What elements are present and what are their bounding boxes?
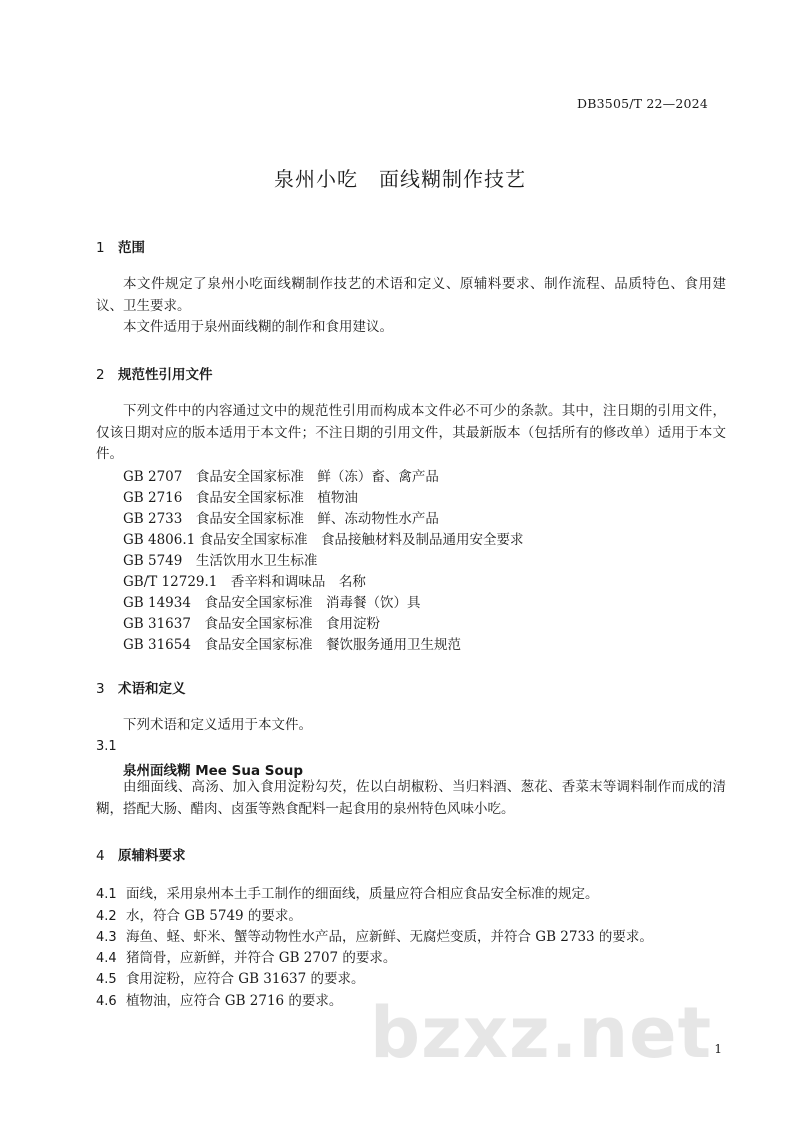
document-title: 泉州小吃 面线糊制作技艺 [274, 167, 526, 191]
section-title: 术语和定义 [118, 681, 186, 697]
requirement-number: 4.1 [96, 887, 117, 902]
section-3-heading [96, 677, 186, 697]
section-2-intro: 下列文件中的内容通过文中的规范性引用而构成本文件必不可少的条款。其中，注日期的引用文件，仅该日期对应的版本适用于本文件；不注日期的引用文件，其最新版本（包括所有的修改单）适用于本文件。 [96, 403, 726, 462]
section-title: 规范性引用文件 [118, 367, 213, 383]
reference-item: GB 2707 食品安全国家标准 鲜（冻）畜、禽产品 [123, 469, 439, 485]
term-number: 3.1 [96, 739, 117, 754]
reference-item: GB 4806.1 食品安全国家标准 食品接触材料及制品通用安全要求 [123, 532, 524, 548]
requirement-item [96, 882, 599, 902]
reference-item: GB 5749 生活饮用水卫生标准 [123, 553, 318, 569]
section-2-heading [96, 363, 213, 383]
requirement-number: 4.6 [96, 994, 117, 1009]
requirement-text: 面线，采用泉州本土手工制作的细面线，质量应符合相应食品安全标准的规定。 [126, 886, 599, 902]
requirement-text: 猪筒骨，应新鲜，并符合 GB 2707 的要求。 [126, 950, 397, 966]
section-number: 4 [96, 848, 105, 864]
reference-item: GB/T 12729.1 香辛料和调味品 名称 [123, 574, 366, 590]
section-4-heading [96, 844, 186, 864]
section-title: 范围 [118, 240, 145, 256]
reference-item: GB 31654 食品安全国家标准 餐饮服务通用卫生规范 [123, 637, 461, 653]
requirement-text: 食用淀粉，应符合 GB 31637 的要求。 [126, 971, 365, 987]
reference-item: GB 14934 食品安全国家标准 消毒餐（饮）具 [123, 595, 421, 611]
requirement-item [96, 925, 653, 945]
requirement-text: 海鱼、蛏、虾米、蟹等动物性水产品，应新鲜、无腐烂变质，并符合 GB 2733 的要求。 [126, 929, 653, 945]
section-1-heading [96, 236, 145, 256]
term-title: 泉州面线糊 Mee Sua Soup [123, 763, 304, 779]
requirement-number: 4.5 [96, 972, 117, 987]
requirement-item [96, 967, 365, 987]
requirement-text: 水，符合 GB 5749 的要求。 [126, 908, 302, 924]
page-number: 1 [714, 1042, 722, 1056]
section-number: 3 [96, 681, 105, 697]
requirement-number: 4.3 [96, 930, 117, 945]
reference-item: GB 2716 食品安全国家标准 植物油 [123, 490, 358, 506]
requirement-item [96, 946, 396, 966]
reference-item: GB 31637 食品安全国家标准 食用淀粉 [123, 616, 380, 632]
requirement-item [96, 904, 302, 924]
section-title: 原辅料要求 [118, 848, 186, 864]
requirement-item [96, 989, 342, 1009]
section-1-paragraph-1: 本文件规定了泉州小吃面线糊制作技艺的术语和定义、原辅料要求、制作流程、品质特色、食用建议、卫生要求。 [96, 276, 726, 314]
watermark: bzxz.net [370, 992, 713, 1074]
term-definition: 由细面线、高汤、加入食用淀粉勾芡，佐以白胡椒粉、当归料酒、葱花、香菜末等调料制作而成的清糊，搭配大肠、醋肉、卤蛋等熟食配料一起食用的泉州特色风味小吃。 [96, 779, 726, 817]
section-number: 2 [96, 367, 105, 383]
reference-item: GB 2733 食品安全国家标准 鲜、冻动物性水产品 [123, 511, 439, 527]
section-number: 1 [96, 240, 105, 256]
section-3-intro: 下列术语和定义适用于本文件。 [123, 717, 312, 733]
requirement-text: 植物油，应符合 GB 2716 的要求。 [126, 993, 343, 1009]
requirement-number: 4.2 [96, 909, 117, 924]
document-code: DB3505/T 22—2024 [577, 96, 708, 111]
section-1-paragraph-2: 本文件适用于泉州面线糊的制作和食用建议。 [123, 319, 393, 335]
requirement-number: 4.4 [96, 951, 117, 966]
